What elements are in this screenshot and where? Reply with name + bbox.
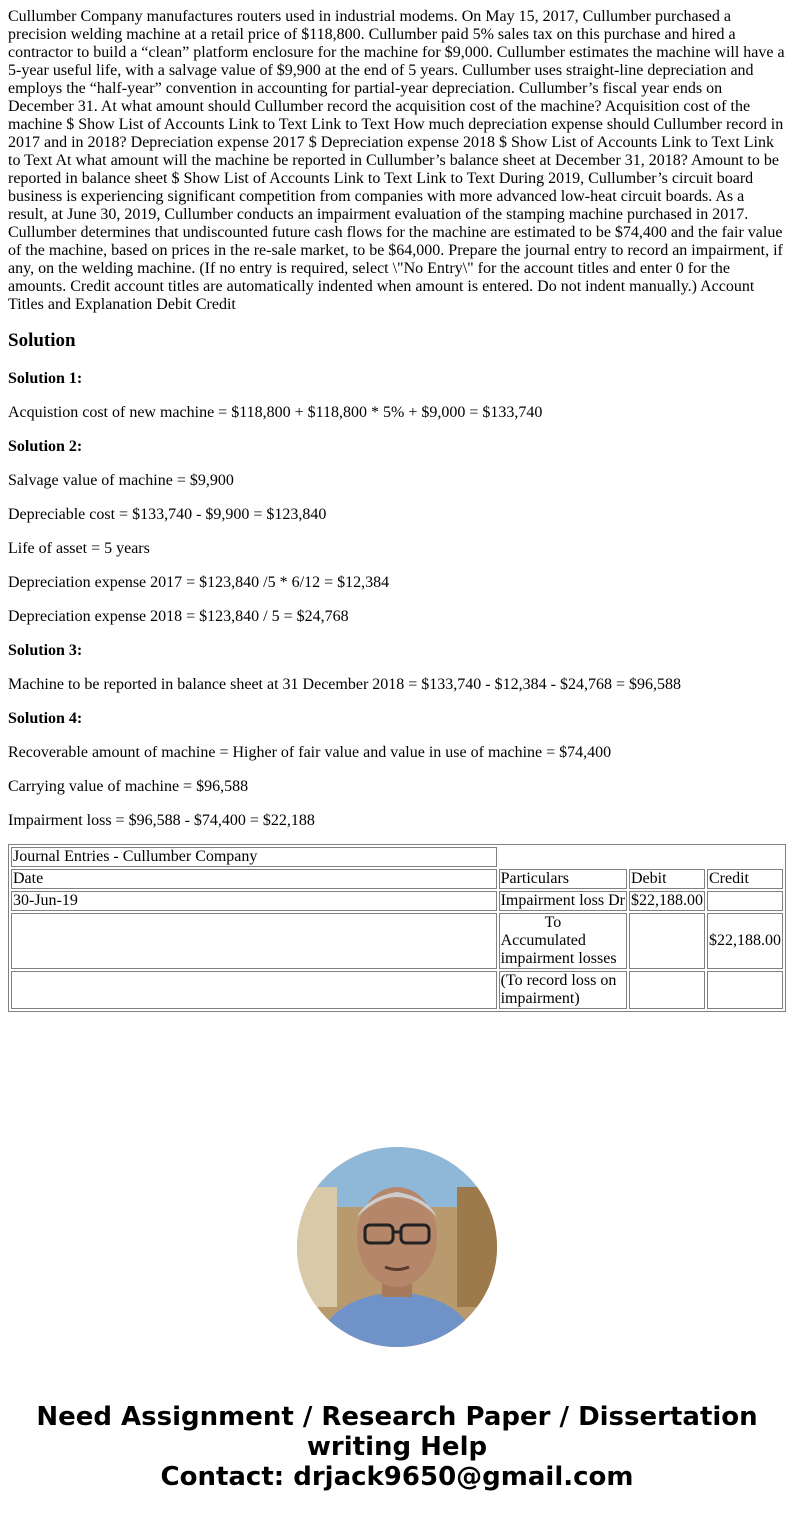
banner-line-1: Need Assignment / Research Paper / Dissertation writing Help: [36, 1402, 758, 1462]
journal-entries-table: [8, 844, 786, 1012]
cell-credit: [707, 891, 783, 911]
solution-heading-4: Solution 4:: [8, 710, 83, 727]
solution-heading-2: Solution 2:: [8, 438, 83, 455]
solution-3: [8, 642, 786, 694]
solution-line: Life of asset = 5 years: [8, 540, 150, 557]
solution-line: Impairment loss = $96,588 - $74,400 = $22,188: [8, 812, 315, 829]
solution-line: Recoverable amount of machine = Higher of fair value and value in use of machine = $74,400: [8, 744, 612, 761]
table-title-row: [11, 847, 783, 867]
contact-banner: [8, 1402, 786, 1492]
table-row: [11, 891, 783, 911]
solution-4: [8, 710, 786, 830]
cell-particulars: Impairment loss Dr: [500, 892, 625, 909]
solution-line: Carrying value of machine = $96,588: [8, 778, 249, 795]
header-particulars: Particulars: [499, 869, 627, 889]
solution-line: Depreciable cost = $133,740 - $9,900 = $123,840: [8, 506, 327, 523]
header-credit: Credit: [707, 869, 783, 889]
cell-credit: $22,188.00: [707, 913, 783, 969]
table-row: [11, 971, 783, 1009]
table-header-row: [11, 869, 783, 889]
cell-credit: [707, 971, 783, 1009]
solution-2: [8, 438, 786, 626]
banner-line-2: Contact: drjack9650@gmail.com: [160, 1462, 634, 1492]
solution-line: Acquistion cost of new machine = $118,800 + $118,800 * 5% + $9,000 = $133,740: [8, 404, 543, 421]
solution-line: Salvage value of machine = $9,900: [8, 472, 234, 489]
question-text: Cullumber Company manufactures routers used in industrial modems. On May 15, 2017, Cullumber purchased a precision welding machine at a retail price of $118,800. Cullumber paid 5% sales tax on this purchase and hired a contractor to build a “clean” platform enclosure for the machine for $9,000. Cullumber estimates the machine will have a 5-year useful life, with a salvage value of $9,900 at the end of 5 years. Cullumber uses straight-line depreciation and employs the “half-year” convention in accounting for partial-year depreciation. Cullumber’s fiscal year ends on December 31. At what amount should Cullumber record the acquisition cost of the machine? Acquisition cost of the machine $ Show List of Accounts Link to Text Link to Text How much depreciation expense should Cullumber record in 2017 and in 2018? Depreciation expense 2017 $ Depreciation expense 2018 $ Show List of Accounts Link to Text Link to Text At what amount will the machine be reported in Cullumber’s balance sheet at December 31, 2018? Amount to be reported in balance sheet $ Show List of Accounts Link to Text Link to Text During 2019, Cullumber’s circuit board business is experiencing significant competition from companies with more advanced low-heat circuit boards. As a result, at June 30, 2019, Cullumber conducts an impairment evaluation of the stamping machine purchased in 2017. Cullumber determines that undiscounted future cash flows for the machine are estimated to be $74,400 and the fair value of the machine, based on prices in the re-sale market, to be $64,000. Prepare the journal entry to record an impairment, if any, on the welding machine. (If no entry is required, select \"No Entry\" for the account titles and enter 0 for the amounts. Credit account titles are automatically indented when amount is entered. Do not indent manually.) Account Titles and Explanation Debit Credit: [8, 8, 785, 313]
solution-heading-3: Solution 3:: [8, 642, 83, 659]
cell-date: 30-Jun-19: [11, 891, 497, 911]
author-photo: [297, 1147, 497, 1347]
cell-debit: $22,188.00: [631, 892, 703, 909]
cell-debit: [629, 971, 705, 1009]
solution-heading: Solution: [8, 330, 76, 351]
header-debit: Debit: [629, 869, 705, 889]
solution-line: Depreciation expense 2018 = $123,840 / 5 = $24,768: [8, 608, 349, 625]
solution-line: Machine to be reported in balance sheet at 31 December 2018 = $133,740 - $12,384 - $24,768 = $96,588: [8, 676, 681, 693]
cell-particulars: To Accumulated impairment losses: [499, 913, 627, 969]
table-title: Journal Entries - Cullumber Company: [11, 847, 497, 867]
solution-1: [8, 370, 786, 422]
cell-date: [11, 913, 497, 969]
solution-heading-1: Solution 1:: [8, 370, 83, 387]
cell-debit: [629, 913, 705, 969]
solution-line: Depreciation expense 2017 = $123,840 /5 * 6/12 = $12,384: [8, 574, 390, 591]
cell-date: [11, 971, 497, 1009]
cell-particulars: (To record loss on impairment): [499, 971, 627, 1009]
table-row: [11, 913, 783, 969]
header-date: Date: [11, 869, 497, 889]
